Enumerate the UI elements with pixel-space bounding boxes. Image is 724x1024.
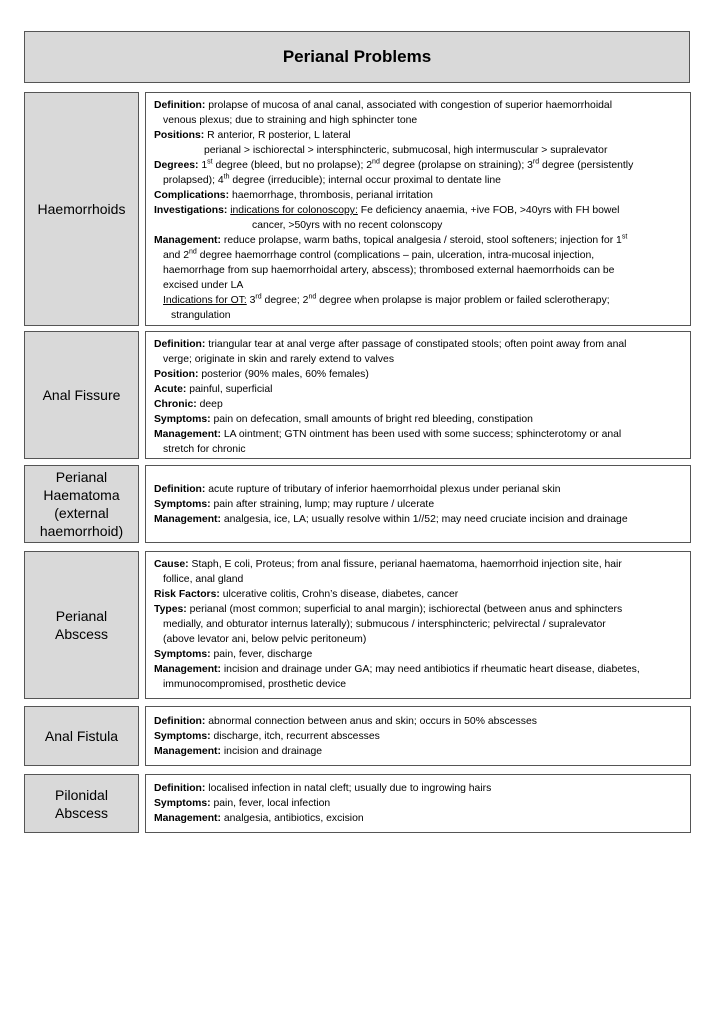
section-pilonidal-abscess — [24, 774, 691, 833]
indications-ot-line: Indications for OT: 3rd degree; 2nd degree when prolapse is major problem or failed sclerotherapy; — [163, 293, 610, 306]
definition-line: Definition: localised infection in natal cleft; usually due to ingrowing hairs — [154, 783, 492, 794]
management-line-cont: stretch for chronic — [163, 444, 246, 455]
section-content — [145, 706, 691, 766]
section-label: Anal Fissure — [24, 331, 139, 459]
management-line-cont: excised under LA — [163, 280, 244, 291]
definition-line: Definition: triangular tear at anal verge after passage of constipated stools; often point away from anal — [154, 339, 627, 350]
section-haemorrhoids — [24, 92, 691, 326]
management-line: Management: analgesia, antibiotics, excision — [154, 813, 364, 824]
section-label: Perianal Haematoma (external haemorrhoid) — [24, 465, 139, 543]
indications-ot-line-cont: strangulation — [171, 310, 231, 321]
management-line: Management: incision and drainage — [154, 745, 323, 757]
definition-line-cont: verge; originate in skin and rarely extend to valves — [163, 354, 395, 365]
chronic-line: Chronic: deep — [154, 399, 223, 410]
symptoms-line: Symptoms: pain, fever, discharge — [154, 649, 313, 660]
section-content — [145, 331, 691, 459]
types-line-cont: (above levator ani, below pelvic peritoneum) — [163, 634, 367, 645]
management-line: Management: LA ointment; GTN ointment has been used with some success; sphincterotomy or anal — [154, 429, 622, 440]
symptoms-line: Symptoms: pain after straining, lump; may rupture / ulcerate — [154, 498, 435, 510]
symptoms-line: Symptoms: discharge, itch, recurrent abscesses — [154, 730, 380, 742]
degrees-line-cont: prolapsed); 4th degree (irreducible); internal occur proximal to dentate line — [163, 173, 501, 186]
page-title: Perianal Problems — [282, 47, 432, 66]
positions-line-cont: perianal > ischiorectal > intersphincteric, submucosal, high intermuscular > supralevator — [204, 145, 608, 156]
management-line-cont: immunocompromised, prosthetic device — [163, 679, 347, 690]
symptoms-line: Symptoms: pain on defecation, small amounts of bright red bleeding, constipation — [154, 414, 533, 425]
management-line: Management: incision and drainage under GA; may need antibiotics if rheumatic heart disease, diabetes, — [154, 664, 640, 675]
degrees-line: Degrees: 1st degree (bleed, but no prolapse); 2nd degree (prolapse on straining); 3rd degree (persistently — [154, 158, 634, 171]
investigations-line-cont: cancer, >50yrs with no recent colonscopy — [252, 220, 443, 231]
management-line: Management: reduce prolapse, warm baths, topical analgesia / steroid, stool softeners; injection for 1st — [154, 233, 628, 246]
symptoms-line: Symptoms: pain, fever, local infection — [154, 798, 331, 809]
risk-factors-line: Risk Factors: ulcerative colitis, Crohn’s disease, diabetes, cancer — [154, 589, 459, 600]
cause-line: Cause: Staph, E coli, Proteus; from anal fissure, perianal haematoma, haemorrhoid injection site, hair — [154, 559, 622, 570]
types-line: Types: perianal (most common; superficial to anal margin); ischiorectal (between anus and sphincters — [154, 604, 623, 615]
section-perianal-haematoma — [24, 465, 691, 543]
complications-line: Complications: haemorrhage, thrombosis, perianal irritation — [154, 190, 433, 201]
section-anal-fistula — [24, 706, 691, 766]
management-line-cont: haemorrhage from sup haemorrhoidal artery, abscess); thrombosed external haemorrhoids can be — [163, 265, 615, 276]
definition-line: Definition: abnormal connection between anus and skin; occurs in 50% abscesses — [154, 715, 537, 727]
title-box — [24, 31, 690, 83]
cause-line-cont: follice, anal gland — [163, 574, 244, 585]
section-label: Pilonidal Abscess — [24, 774, 139, 833]
section-content — [145, 92, 691, 326]
section-content — [145, 551, 691, 699]
section-content — [145, 465, 691, 543]
investigations-line: Investigations: indications for colonoscopy: Fe deficiency anaemia, +ive FOB, >40yrs with FH bowel — [154, 205, 620, 216]
acute-line: Acute: painful, superficial — [154, 384, 273, 395]
section-content — [145, 774, 691, 833]
management-line: Management: analgesia, ice, LA; usually resolve within 1//52; may need cruciate incision and drainage — [154, 513, 628, 525]
definition-line: Definition: acute rupture of tributary of inferior haemorrhoidal plexus under perianal skin — [154, 483, 561, 495]
types-line-cont: medially, and obturator internus laterally); submucous / intersphincteric; pelvirectal / supralevator — [163, 619, 606, 630]
definition-line-cont: venous plexus; due to straining and high sphincter tone — [163, 115, 418, 126]
position-line: Position: posterior (90% males, 60% females) — [154, 369, 369, 380]
section-perianal-abscess — [24, 551, 691, 699]
section-label: Anal Fistula — [24, 706, 139, 766]
section-anal-fissure — [24, 331, 691, 459]
section-label: Haemorrhoids — [24, 92, 139, 326]
positions-line: Positions: R anterior, R posterior, L lateral — [154, 130, 351, 141]
section-label: Perianal Abscess — [24, 551, 139, 699]
management-line-cont: and 2nd degree haemorrhage control (complications – pain, ulceration, intra-mucosal injection, — [163, 248, 595, 261]
definition-line: Definition: prolapse of mucosa of anal canal, associated with congestion of superior haemorrhoidal — [154, 100, 613, 111]
